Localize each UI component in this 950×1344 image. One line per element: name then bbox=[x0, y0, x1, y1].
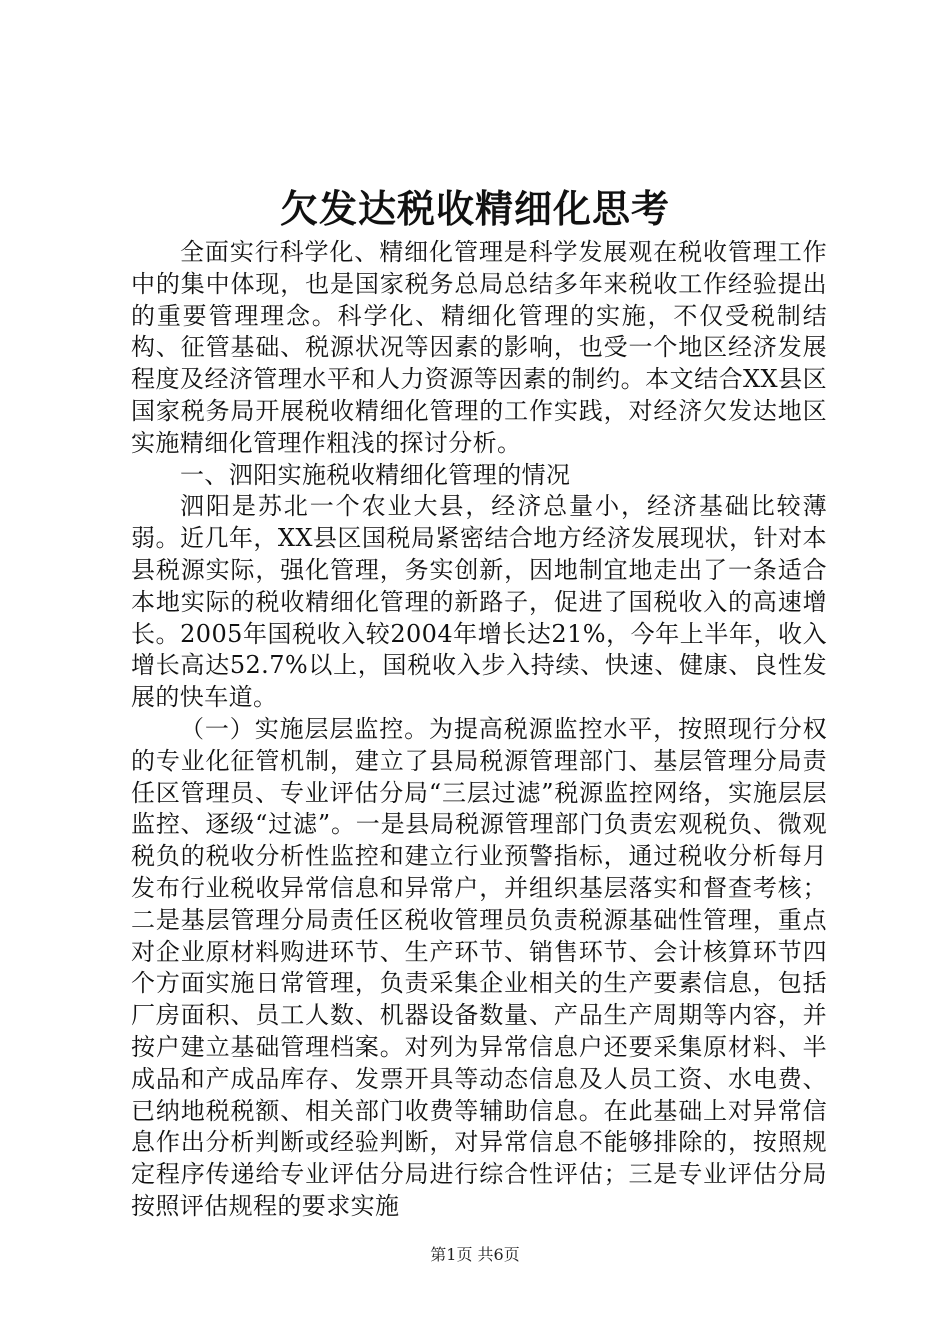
page-title: 欠发达税收精细化思考 bbox=[279, 187, 670, 231]
background-paragraph: 泗阳是苏北一个农业大县，经济总量小，经济基础比较薄弱。近几年，XX县区国税局紧密结合地方经济发展现状，针对本县税源实际，强化管理，务实创新，因地制宜地走出了一条适合本地实际的税收精细化管理的新路子，促进了国税收入的高速增长。2005年国税收入较2004年增长达21%，今年上半年，收入增长高达52.7%以上，国税收入步入持续、快速、健康、良性发展的快车道。 bbox=[131, 492, 827, 712]
intro-paragraph: 全面实行科学化、精细化管理是科学发展观在税收管理工作中的集中体现，也是国家税务总局总结多年来税收工作经验提出的重要管理理念。科学化、精细化管理的实施，不仅受税制结构、征管基础、税源状况等因素的影响，也受一个地区经济发展程度及经济管理水平和人力资源等因素的制约。本文结合XX县区国家税务局开展税收精细化管理的工作实践，对经济欠发达地区实施精细化管理作粗浅的探讨分析。 bbox=[131, 238, 827, 457]
monitoring-paragraph: （一）实施层层监控。为提高税源监控水平，按照现行分权的专业化征管机制，建立了县局税源管理部门、基层管理分局责任区管理员、专业评估分局“三层过滤”税源监控网络，实施层层监控、逐级“过滤”。一是县局税源管理部门负责宏观税负、微观税负的税收分析性监控和建立行业预警指标，通过税收分析每月发布行业税收异常信息和异常户，并组织基层落实和督查考核；二是基层管理分局责任区税收管理员负责税源基础性管理，重点对企业原材料购进环节、生产环节、销售环节、会计核算环节四个方面实施日常管理，负责采集企业相关的生产要素信息，包括厂房面积、员工人数、机器设备数量、产品生产周期等内容，并按户建立基础管理档案。对列为异常信息户还要采集原材料、半成品和产成品库存、发票开具等动态信息及人员工资、水电费、已纳地税税额、相关部门收费等辅助信息。在此基础上对异常信息作出分析判断或经验判断，对异常信息不能够排除的，按照规定程序传递给专业评估分局进行综合性评估；三是专业评估分局按照评估规程的要求实施 bbox=[131, 714, 827, 1220]
page-number-footer: 第1页 共6页 bbox=[430, 1245, 520, 1264]
section-heading: 一、泗阳实施税收精细化管理的情况 bbox=[180, 460, 571, 489]
document-body bbox=[131, 237, 827, 1223]
